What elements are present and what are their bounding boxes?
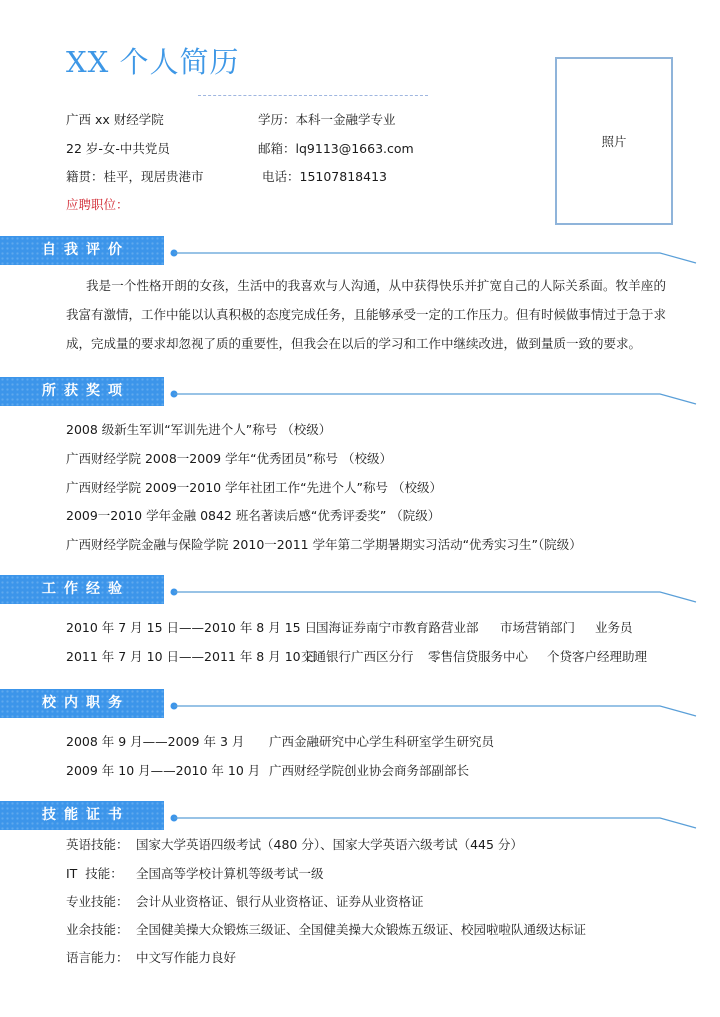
skill-label: 业余技能： xyxy=(66,922,129,937)
award-item: 2009一2010 学年金融 0842 班名著读后感“优秀评委奖” （院级） xyxy=(66,508,441,523)
skill-entry xyxy=(66,948,706,966)
section-header-skills: 技能证书 xyxy=(0,801,164,830)
skill-label: IT 技能： xyxy=(66,866,123,881)
award-item: 广西财经学院 2009一2010 学年社团工作“先进个人”称号 （校级） xyxy=(66,480,442,495)
basic-info: 22 岁-女-中共党员 xyxy=(66,141,170,156)
award-item: 广西财经学院 2008一2009 学年“优秀团员”称号 （校级） xyxy=(66,451,392,466)
section-header-self-eval: 自我评价 xyxy=(0,236,164,265)
skill-label: 语言能力： xyxy=(66,950,129,965)
hometown-info: 籍贯：桂平，现居贵港市 xyxy=(66,169,204,184)
campus-entry xyxy=(66,732,706,750)
skill-label: 英语技能： xyxy=(66,837,129,852)
position-label: 应聘职位： xyxy=(66,197,129,212)
education-info: 学历：本科一金融学专业 xyxy=(258,112,396,127)
skill-value: 中文写作能力良好 xyxy=(136,950,237,965)
skill-entry xyxy=(66,864,706,882)
skill-value: 会计从业资格证、银行从业资格证、证券从业资格证 xyxy=(136,894,424,909)
work-company: 交通银行广西区分行 xyxy=(301,649,414,664)
campus-entry xyxy=(66,761,706,779)
skill-entry xyxy=(66,920,706,938)
award-item: 广西财经学院金融与保险学院 2010一2011 学年第二学期暑期实习活动“优秀实习生”（院级） xyxy=(66,537,582,552)
work-role: 业务员 xyxy=(595,620,633,635)
skill-value: 全国健美操大众锻炼三级证、全国健美操大众锻炼五级证、校园啦啦队通级达标证 xyxy=(136,922,587,937)
work-department: 市场营销部门 xyxy=(500,620,576,635)
work-role: 个贷客户经理助理 xyxy=(547,649,648,664)
section-header-work: 工作经验 xyxy=(0,575,164,604)
work-period: 2010 年 7 月 15 日——2010 年 8 月 15 日 xyxy=(66,620,318,635)
work-entry xyxy=(66,618,706,636)
photo-placeholder xyxy=(555,57,673,225)
self-eval-text: 我是一个性格开朗的女孩，生活中的我喜欢与人沟通，从中获得快乐并扩宽自己的人际关系面。牧羊座的我富有激情，工作中能以认真积极的态度完成任务，且能够承受一定的工作压力。但有时候做事情过于急于求成，完成量的要求却忽视了质的重要性，但我会在以后的学习和工作中继续改进，做到量质一致的要求。 xyxy=(66,278,667,351)
campus-period: 2008 年 9 月——2009 年 3 月 xyxy=(66,734,245,749)
campus-role: 广西金融研究中心学生科研室学生研究员 xyxy=(269,734,495,749)
title-divider xyxy=(198,95,428,96)
skill-value: 全国高等学校计算机等级考试一级 xyxy=(136,866,324,881)
school-name: 广西 xx 财经学院 xyxy=(66,112,164,127)
skill-value: 国家大学英语四级考试（480 分）、国家大学英语六级考试（445 分） xyxy=(136,837,523,852)
email-info: 邮箱：lq9113@1663.com xyxy=(258,141,414,156)
resume-title: XX 个人简历 xyxy=(66,45,240,79)
photo-label: 照片 xyxy=(601,134,627,149)
campus-period: 2009 年 10 月——2010 年 10 月 xyxy=(66,763,261,778)
skill-entry xyxy=(66,835,706,853)
work-period: 2011 年 7 月 10 日——2011 年 8 月 10 日 xyxy=(66,649,318,664)
work-entry xyxy=(66,647,706,665)
work-company: 国海证券南宁市教育路营业部 xyxy=(316,620,479,635)
phone-info: 电话：15107818413 xyxy=(262,169,387,184)
skill-entry xyxy=(66,892,706,910)
section-header-awards: 所获奖项 xyxy=(0,377,164,406)
skill-label: 专业技能： xyxy=(66,894,129,909)
work-department: 零售信贷服务中心 xyxy=(428,649,529,664)
campus-role: 广西财经学院创业协会商务部副部长 xyxy=(269,763,470,778)
section-header-campus: 校内职务 xyxy=(0,689,164,718)
award-item: 2008 级新生军训“军训先进个人”称号 （校级） xyxy=(66,422,332,437)
